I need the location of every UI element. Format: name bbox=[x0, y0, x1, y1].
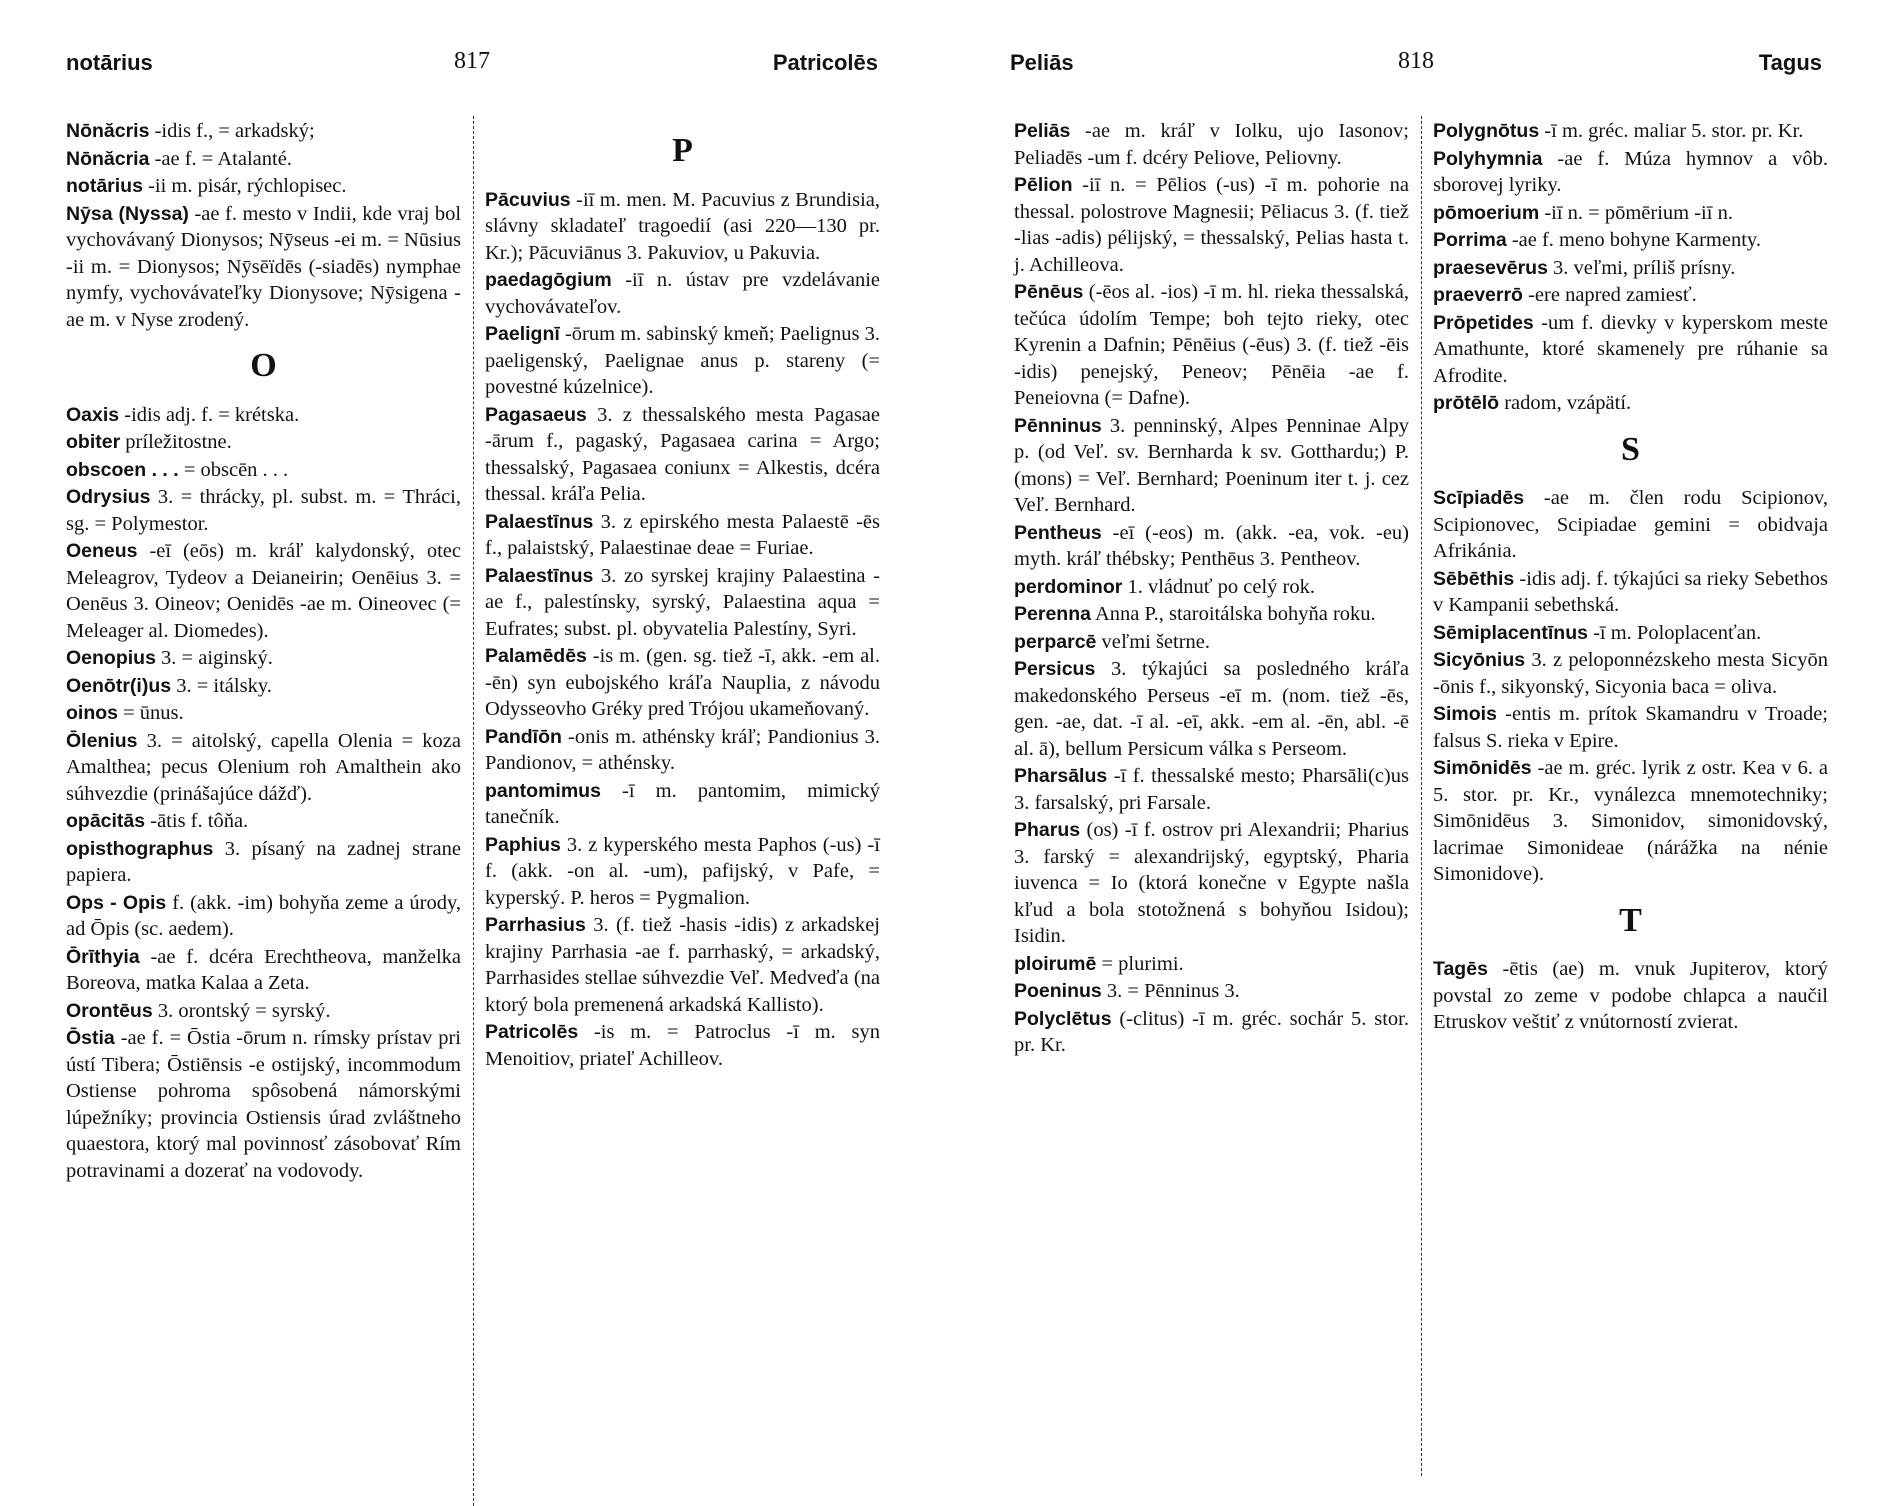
entry-headword: Simōnidēs bbox=[1433, 757, 1532, 779]
entry-headword: obscoen . . . bbox=[66, 458, 179, 481]
entry-definition: (os) -ī f. ostrov pri Alexandrii; Pharius 3. farský = alexandrijský, egyptský, Pharia iuvenca = Io (ktorá konečne v Egypte našla kľud a bola stotožnená s bohyňou Isidou); Isidin. bbox=[1014, 819, 1409, 947]
dictionary-entry bbox=[1433, 390, 1828, 417]
entry-definition: 3. orontský = syrský. bbox=[152, 999, 331, 1022]
right-page bbox=[944, 0, 1888, 1500]
entry-definition: 3. z kyperského mesta Paphos (-us) -ī f. (akk. -on al. -um), pafijský, v Pafe, = kyperský. P. heros = Pygmalion. bbox=[485, 833, 880, 909]
dictionary-entry bbox=[66, 808, 461, 835]
entry-headword: Palamēdēs bbox=[485, 645, 587, 667]
left-page-column-1 bbox=[66, 118, 461, 1185]
entry-definition: -is m. = Patroclus -ī m. syn Menoitiov, priateľ Achilleov. bbox=[485, 1021, 880, 1070]
dictionary-entry bbox=[66, 173, 461, 200]
dictionary-entry bbox=[1014, 629, 1409, 656]
dictionary-entry bbox=[1433, 200, 1828, 227]
dictionary-entry bbox=[1014, 118, 1409, 171]
dictionary-entry bbox=[485, 643, 880, 723]
entry-headword: notārius bbox=[66, 175, 143, 197]
entry-definition: príležitostne. bbox=[120, 431, 232, 453]
left-page bbox=[0, 0, 944, 1500]
entry-definition: -ī m. gréc. maliar 5. stor. pr. Kr. bbox=[1539, 120, 1804, 142]
entry-definition: -eī (eōs) m. kráľ kalydonský, otec Meleagrov, Tydeov a Deianeirin; Oenēius 3. = Oenēus 3. Oineov; Oenidēs -ae m. Oineovec (= Meleager al. Diomedes). bbox=[66, 540, 461, 642]
entry-headword: oinos bbox=[66, 702, 118, 724]
dictionary-entry bbox=[485, 832, 880, 912]
dictionary-entry bbox=[1433, 227, 1828, 254]
entry-headword: Sēmiplacentīnus bbox=[1433, 621, 1588, 644]
dictionary-entry bbox=[66, 728, 461, 808]
dictionary-entry bbox=[1014, 279, 1409, 412]
entry-headword: Ops - Opis bbox=[66, 891, 167, 914]
entry-definition: 3. písaný na zadnej strane papiera. bbox=[66, 837, 461, 886]
entry-headword: Sicyōnius bbox=[1433, 649, 1526, 671]
dictionary-entry bbox=[485, 187, 880, 267]
dictionary-entry bbox=[485, 1019, 880, 1072]
entry-headword: prōtēlō bbox=[1433, 392, 1500, 414]
entry-definition: = plurimi. bbox=[1096, 952, 1184, 975]
dictionary-entry bbox=[66, 402, 461, 429]
entry-definition: -ae m. kráľ v Iolku, ujo Iasonov; Peliadēs -um f. dcéry Peliove, Peliovny. bbox=[1014, 120, 1409, 169]
dictionary-entry bbox=[1014, 520, 1409, 573]
entry-headword: Ōrīthyia bbox=[66, 945, 140, 968]
dictionary-entry bbox=[1014, 172, 1409, 278]
dictionary-entry bbox=[485, 563, 880, 643]
entry-headword: Paelignī bbox=[485, 323, 560, 345]
entry-definition: = obscēn . . . bbox=[178, 458, 289, 481]
dictionary-entry bbox=[66, 146, 461, 173]
dictionary-entry bbox=[1014, 413, 1409, 519]
entry-headword: Palaestīnus bbox=[485, 564, 594, 587]
right-header-guideword-last: Tagus bbox=[1758, 50, 1822, 75]
section-letter: T bbox=[1619, 901, 1642, 939]
dictionary-entry bbox=[1433, 310, 1828, 390]
entry-definition: 3. = thrácky, pl. subst. m. = Thráci, sg. = Polymestor. bbox=[66, 486, 461, 535]
dictionary-entry bbox=[1433, 956, 1828, 1036]
entry-definition: 3. zo syrskej krajiny Palaestina -ae f., palestínsky, syrský, Palaestina aqua = Eufrates; subst. pl. obyvatelia Palestíny, Syri. bbox=[485, 564, 880, 640]
entry-headword: Pēnēus bbox=[1014, 281, 1084, 303]
section-letter: S bbox=[1621, 430, 1640, 468]
dictionary-entry bbox=[66, 673, 461, 700]
dictionary-entry bbox=[66, 429, 461, 456]
entry-headword: paedagōgium bbox=[485, 269, 612, 291]
entry-definition: -eī (-eos) m. (akk. -ea, vok. -eu) myth. kráľ thébsky; Penthēus 3. Pentheov. bbox=[1014, 521, 1409, 570]
entry-headword: perdominor bbox=[1014, 575, 1123, 598]
entry-definition: -iī n. = pōmērium -iī n. bbox=[1539, 201, 1733, 224]
dictionary-entry bbox=[1433, 647, 1828, 700]
entry-definition: -iī n. ústav pre vzdelávanie vychovávateľov. bbox=[485, 269, 880, 318]
entry-headword: ploirumē bbox=[1014, 952, 1097, 975]
entry-headword: obiter bbox=[66, 431, 121, 453]
dictionary-entry bbox=[1014, 601, 1409, 628]
left-page-header bbox=[66, 50, 878, 80]
right-page-header bbox=[1010, 50, 1822, 80]
entry-headword: Polyhymnia bbox=[1433, 147, 1543, 170]
entry-headword: Palaestīnus bbox=[485, 510, 594, 533]
entry-definition: 3. = itálsky. bbox=[171, 674, 272, 697]
dictionary-entry bbox=[1433, 620, 1828, 647]
entry-headword: Simois bbox=[1433, 703, 1497, 725]
entry-definition: 3. penninský, Alpes Penninae Alpy p. (od Veľ. sv. Bernharda k sv. Gotthardu;) P. (mons) = Veľ. Bernhard; Poeninum iter t. j. cez Veľ. Bernhard. bbox=[1014, 414, 1409, 516]
entry-headword: Pācuvius bbox=[485, 188, 571, 211]
entry-headword: Prōpetides bbox=[1433, 311, 1534, 334]
dictionary-entry bbox=[66, 890, 461, 943]
entry-headword: pōmoerium bbox=[1433, 201, 1540, 224]
right-header-guideword-first: Peliās bbox=[1010, 50, 1074, 75]
entry-definition: 3. (f. tiež -hasis -idis) z arkadskej krajiny Parrhasia -ae f. parrhaský, = arkadský, Parrhasides stellae súhvezdie Veľ. Medveďa (na ktorý bola premenená arkadská Kallisto). bbox=[485, 914, 880, 1016]
right-page-column-1 bbox=[1014, 118, 1409, 1060]
dictionary-entry bbox=[485, 778, 880, 831]
section-letter: P bbox=[672, 132, 693, 169]
entry-headword: Pēlion bbox=[1014, 174, 1073, 196]
dictionary-entry bbox=[66, 1025, 461, 1184]
dictionary-entry bbox=[1014, 763, 1409, 816]
entry-definition: -ī m. Poloplacenťan. bbox=[1587, 621, 1762, 644]
entry-headword: Orontēus bbox=[66, 999, 153, 1022]
dictionary-entry bbox=[66, 457, 461, 484]
entry-headword: Nȳsa (Nyssa) bbox=[66, 202, 189, 225]
entry-headword: Pēnninus bbox=[1014, 414, 1102, 437]
entry-headword: Patricolēs bbox=[485, 1021, 579, 1043]
dictionary-entry bbox=[1014, 951, 1409, 978]
dictionary-entry bbox=[1433, 255, 1828, 282]
left-page-number: 817 bbox=[454, 48, 490, 74]
entry-headword: Polyclētus bbox=[1014, 1007, 1112, 1030]
entry-definition: 1. vládnuť po celý rok. bbox=[1122, 575, 1315, 598]
entry-definition: 3. = aitolský, capella Olenia = koza Amalthea; pecus Olenium roh Amalthein ako súhvezdie (prinášajúce dážď). bbox=[66, 729, 461, 805]
entry-definition: veľmi šetrne. bbox=[1096, 630, 1211, 653]
entry-headword: Oenopius bbox=[66, 647, 156, 669]
dictionary-entry bbox=[1433, 485, 1828, 565]
dictionary-entry bbox=[66, 538, 461, 644]
entry-definition: 3. z epirského mesta Palaestē -ēs f., palaistský, Palaestinae deae = Furiae. bbox=[485, 510, 880, 559]
entry-headword: praesevērus bbox=[1433, 256, 1548, 279]
dictionary-entry bbox=[1014, 978, 1409, 1005]
dictionary-entry bbox=[1433, 566, 1828, 619]
entry-definition: -idis f., = arkadský; bbox=[149, 120, 315, 142]
dictionary-entry bbox=[66, 118, 461, 145]
dictionary-entry bbox=[485, 321, 880, 401]
entry-headword: Perenna bbox=[1014, 603, 1091, 625]
entry-headword: perparcē bbox=[1014, 630, 1097, 653]
dictionary-entry bbox=[66, 484, 461, 537]
dictionary-entry bbox=[66, 836, 461, 889]
left-header-guideword-first: notārius bbox=[66, 50, 153, 75]
entry-headword: Ōlenius bbox=[66, 729, 138, 752]
entry-headword: Oeneus bbox=[66, 540, 138, 562]
dictionary-entry bbox=[1433, 118, 1828, 145]
entry-headword: opisthographus bbox=[66, 837, 214, 860]
entry-headword: Pagasaeus bbox=[485, 403, 587, 426]
entry-definition: -ae f. = Atalanté. bbox=[149, 147, 292, 170]
dictionary-entry bbox=[1014, 817, 1409, 950]
entry-definition: -idis adj. f. týkajúci sa rieky Sebethos v Kampanii sebethská. bbox=[1433, 567, 1828, 616]
entry-definition: 3. veľmi, príliš prísny. bbox=[1547, 256, 1736, 279]
entry-headword: Parrhasius bbox=[485, 914, 586, 936]
dictionary-entry bbox=[66, 700, 461, 727]
dictionary-entry bbox=[1433, 701, 1828, 754]
entry-headword: praeverrō bbox=[1433, 284, 1523, 306]
dictionary-entry bbox=[1433, 755, 1828, 888]
entry-headword: Porrima bbox=[1433, 229, 1507, 251]
entry-headword: Scīpiadēs bbox=[1433, 487, 1525, 509]
entry-headword: opācitās bbox=[66, 810, 146, 832]
entry-headword: Nōnăcris bbox=[66, 120, 150, 142]
entry-definition: -ae f. dcéra Erechtheova, manželka Boreova, matka Kalaa a Zeta. bbox=[66, 945, 461, 994]
entry-definition: f. (akk. -im) bohyňa zeme a úrody, ad Ōpis (sc. aedem). bbox=[66, 891, 461, 940]
entry-headword: Paphius bbox=[485, 833, 561, 856]
dictionary-entry bbox=[66, 645, 461, 672]
left-header-guideword-last: Patricolēs bbox=[772, 50, 878, 75]
dictionary-entry bbox=[485, 912, 880, 1018]
entry-definition: -iī m. men. M. Pacuvius z Brundisia, slávny skladateľ tragoedií (asi 220—130 pr. Kr.); Pācuviānus 3. Pakuviov, u Pakuvia. bbox=[485, 188, 880, 264]
dictionary-entry bbox=[1433, 146, 1828, 199]
entry-definition: 3. z peloponnézskeho mesta Sicyōn -ōnis f., sikyonský, Sicyonia baca = oliva. bbox=[1433, 649, 1828, 698]
column-divider bbox=[1421, 116, 1422, 1476]
entry-definition: -iī n. = Pēlios (-us) -ī m. pohorie na thessal. polostrove Magnesii; Pēliacus 3. (f. tiež -lias -adis) pélijský, = thessalský, Pelias hasta t. j. Achilleova. bbox=[1014, 174, 1409, 276]
entry-headword: Nōnăcria bbox=[66, 147, 150, 170]
entry-definition: 3. týkajúci sa posledného kráľa makedonského Perseus -eī m. (nom. tiež -ēs, gen. -ae, dat. -ī al. -eī, akk. -em al. -ēn, abl. -ē al. ā), bellum Persicum válka s Perseom. bbox=[1014, 658, 1409, 760]
entry-definition: = ūnus. bbox=[118, 702, 184, 724]
dictionary-entry bbox=[1014, 574, 1409, 601]
dictionary-entry bbox=[66, 998, 461, 1025]
right-page-column-2 bbox=[1433, 118, 1828, 1037]
entry-definition: 3. z thessalského mesta Pagasae -ārum f., pagaský, Pagasaea carina = Argo; thessalský, Pagasaea coniunx = Alkestis, dcéra thessal. kráľa Pelia. bbox=[485, 403, 880, 505]
entry-definition: -ae f. = Ōstia -ōrum n. rímsky prístav pri ústí Tibera; Ōstiēnsis -e ostijský, incommodum Ostiense pohroma spôsobená námorskými lúpežníky; provincia Ostiensis úrad zvláštneho quaestora, ktorý mal povinnosť zásobovať Rím potravinami a dozerať na vodovody. bbox=[66, 1027, 461, 1182]
entry-definition: -um f. dievky v kyperskom meste Amathunte, ktoré skamenely pre rúhanie sa Afrodite. bbox=[1433, 311, 1828, 387]
section-letter: O bbox=[250, 347, 277, 384]
dictionary-entry bbox=[1014, 1006, 1409, 1059]
entry-headword: Sēbēthis bbox=[1433, 567, 1515, 590]
dictionary-entry bbox=[1433, 282, 1828, 309]
entry-definition: -ae f. Múza hymnov a vôb. sborovej lyriky. bbox=[1433, 147, 1828, 196]
entry-headword: Tagēs bbox=[1433, 958, 1488, 980]
entry-definition: radom, vzápätí. bbox=[1499, 392, 1632, 414]
entry-headword: Pharus bbox=[1014, 819, 1081, 841]
dictionary-entry bbox=[1014, 656, 1409, 762]
dictionary-entry bbox=[485, 724, 880, 777]
entry-headword: Pandīōn bbox=[485, 725, 562, 748]
entry-headword: Polygnōtus bbox=[1433, 120, 1540, 142]
entry-definition: -ae m. člen rodu Scipionov, Scipionovec, Scipiadae gemini = obidvaja Afrikánia. bbox=[1433, 487, 1828, 562]
entry-headword: Peliās bbox=[1014, 120, 1071, 142]
right-page-number: 818 bbox=[1398, 48, 1434, 74]
entry-definition: -entis m. prítok Skamandru v Troade; falsus S. rieka v Epire. bbox=[1433, 703, 1828, 752]
dictionary-entry bbox=[485, 402, 880, 508]
dictionary-entry bbox=[485, 509, 880, 562]
entry-headword: pantomimus bbox=[485, 779, 601, 802]
entry-definition: -ii m. pisár, rýchlopisec. bbox=[142, 175, 347, 197]
entry-definition: -idis adj. f. = krétska. bbox=[119, 403, 300, 426]
entry-definition: -ae f. meno bohyne Karmenty. bbox=[1506, 229, 1761, 251]
entry-definition: -is m. (gen. sg. tiež -ī, akk. -em al. -ēn) syn eubojského kráľa Nauplia, z návodu Odysseovho Gréky pred Trójou ukameňovaný. bbox=[485, 645, 880, 720]
entry-headword: Pharsālus bbox=[1014, 765, 1108, 787]
dictionary-entry bbox=[485, 267, 880, 320]
dictionary-entry bbox=[66, 201, 461, 334]
entry-definition: -ōrum m. sabinský kmeň; Paelignus 3. paeligenský, Paelignae anus p. stareny (= povestné kúzelnice). bbox=[485, 323, 880, 398]
left-page-column-2 bbox=[485, 118, 880, 1073]
entry-definition: -ī f. thessalské mesto; Pharsāli(c)us 3. farsalský, pri Farsale. bbox=[1014, 765, 1409, 814]
entry-definition: -ae f. mesto v Indii, kde vraj bol vychovávaný Dionysos; Nȳseus -ei m. = Nūsius -ii m. = Dionysos; Nȳsēïdēs (-siadēs) nymphae nymfy, vychovávateľky Dionysove; Nȳsigena -ae m. v Nyse zrodený. bbox=[66, 202, 462, 331]
entry-headword: Oenōtr(i)us bbox=[66, 674, 172, 697]
entry-headword: Persicus bbox=[1014, 658, 1096, 680]
entry-definition: -ī m. pantomim, mimický tanečník. bbox=[485, 779, 880, 828]
entry-definition: 3. = aiginský. bbox=[155, 647, 273, 669]
entry-definition: (-clitus) -ī m. gréc. sochár 5. stor. pr. Kr. bbox=[1014, 1007, 1409, 1056]
column-divider bbox=[473, 116, 474, 1506]
entry-definition: -ere napred zamiesť. bbox=[1522, 284, 1697, 306]
entry-definition: 3. = Pēnninus 3. bbox=[1101, 980, 1240, 1002]
entry-headword: Oaxis bbox=[66, 403, 120, 426]
entry-headword: Odrysius bbox=[66, 486, 151, 508]
entry-definition: Anna P., staroitálska bohyňa roku. bbox=[1090, 603, 1376, 625]
entry-headword: Ōstia bbox=[66, 1027, 115, 1049]
entry-definition: -ae m. gréc. lyrik z ostr. Kea v 6. a 5. stor. pr. Kr., vynálezca mnemotechniky; Simōnidēus 3. Simonidov, simonidovský, lacrimae Simonideae (nárážka na nénie Simonidove). bbox=[1433, 757, 1828, 885]
entry-headword: Poeninus bbox=[1014, 980, 1102, 1002]
entry-headword: Pentheus bbox=[1014, 521, 1102, 544]
entry-definition: -onis m. athénsky kráľ; Pandionius 3. Pandionov, = athénsky. bbox=[485, 725, 880, 774]
entry-definition: (-ēos al. -ios) -ī m. hl. rieka thessalská, tečúca údolím Tempe; boh tejto rieky, otec Kyrenin a Dafnin; Pēnēius (-ēus) 3. (f. tiež -ēis -idis) penejský, Peneov; Pēnēia -ae f. Peneiovna (= Dafne). bbox=[1014, 281, 1409, 409]
dictionary-entry bbox=[66, 944, 461, 997]
entry-definition: -ātis f. tôňa. bbox=[145, 810, 249, 832]
entry-definition: -ētis (ae) m. vnuk Jupiterov, ktorý povstal zo zeme v podobe chlapca a naučil Etruskov veštiť z vnútorností zvierat. bbox=[1433, 958, 1828, 1033]
